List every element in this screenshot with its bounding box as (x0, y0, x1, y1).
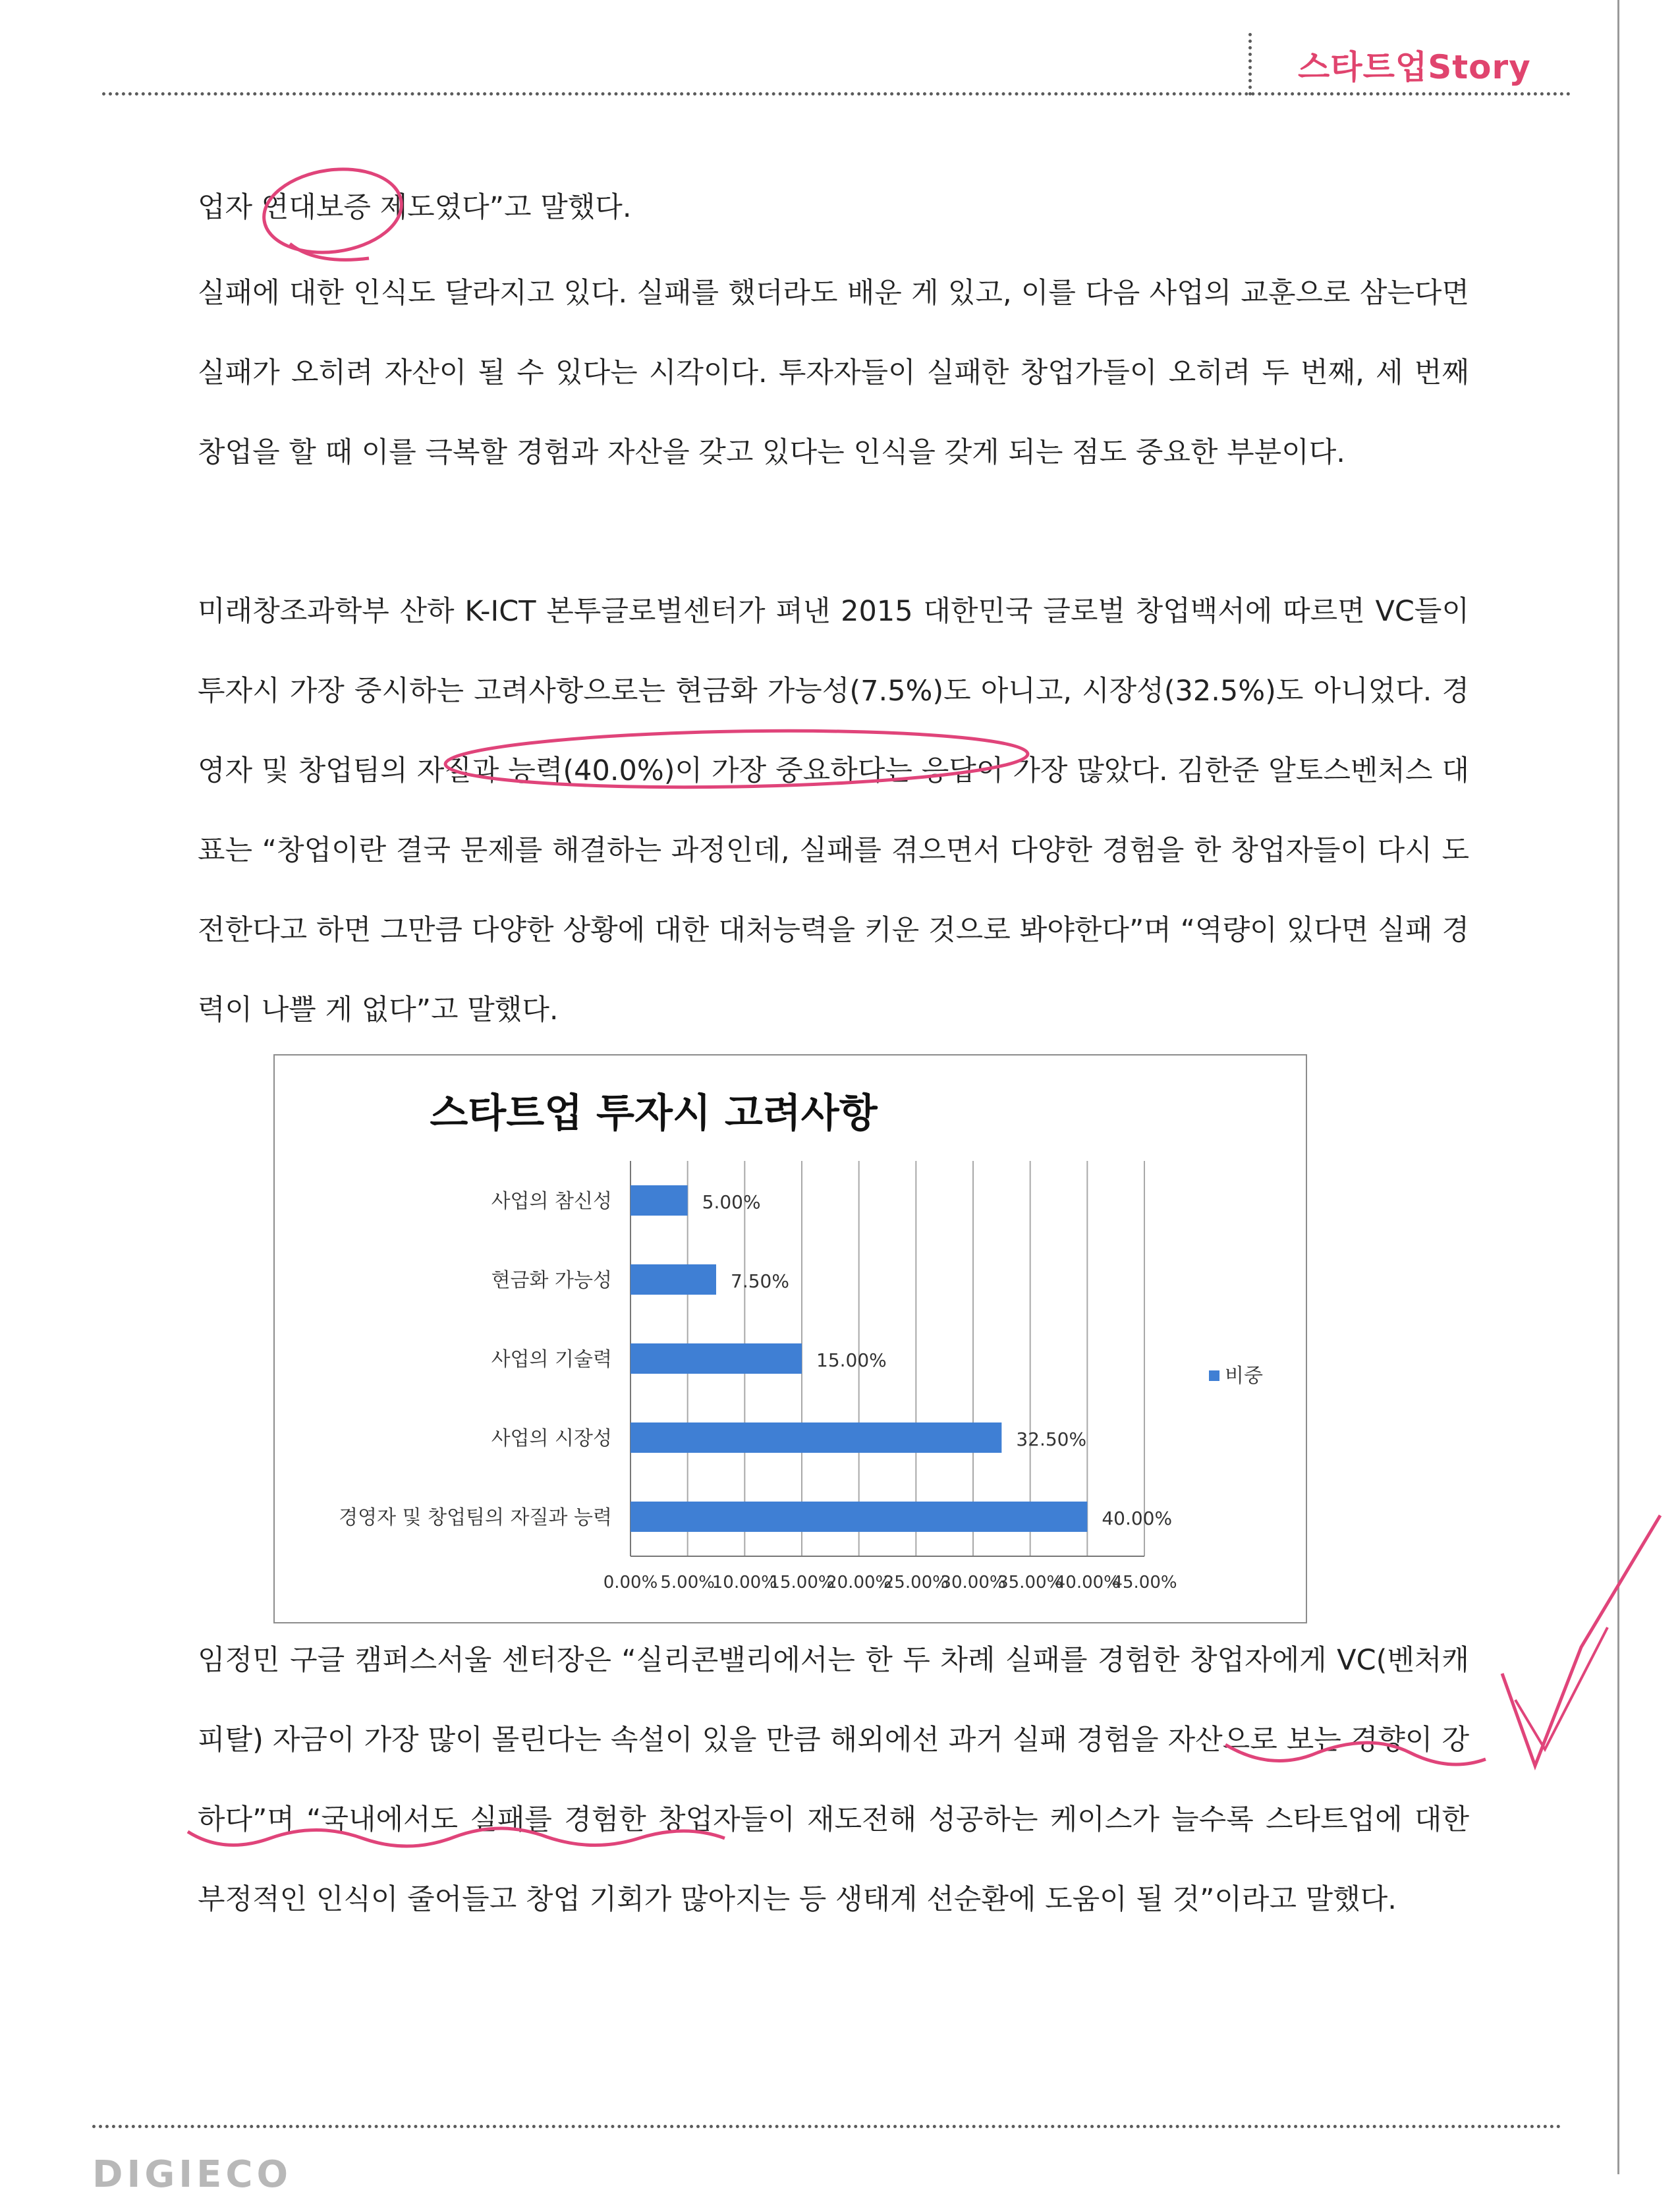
tick-label: 45.00% (1111, 1573, 1177, 1592)
bar (630, 1502, 1087, 1532)
paragraph-1 (198, 168, 1469, 248)
category-label: 현금화 가능성 (491, 1269, 612, 1292)
tick-label: 35.00% (997, 1573, 1063, 1592)
paragraph-3 (198, 572, 1469, 1050)
section-title: 스타트업Story (1298, 48, 1531, 86)
bar (630, 1185, 688, 1216)
data-label: 15.00% (816, 1349, 887, 1371)
category-label: 사업의 기술력 (491, 1348, 612, 1371)
paragraph-1-text: 업자 연대보증 제도였다”고 말했다. (198, 191, 632, 224)
tick-label: 25.00% (883, 1573, 949, 1592)
data-label: 7.50% (731, 1270, 789, 1292)
paragraph-4 (198, 1621, 1469, 1940)
tick-label: 20.00% (826, 1573, 892, 1592)
chart-title: 스타트업 투자시 고려사항 (430, 1090, 878, 1137)
bar (630, 1422, 1001, 1453)
bar (630, 1343, 802, 1374)
checkmark-icon (1502, 1515, 1660, 1766)
category-label: 사업의 시장성 (491, 1427, 612, 1450)
data-label: 32.50% (1016, 1428, 1087, 1450)
footer-logo: DIGIECO (92, 2153, 293, 2196)
legend-label: 비중 (1225, 1365, 1263, 1388)
header-divider (1248, 33, 1252, 96)
legend-swatch (1209, 1370, 1219, 1381)
tick-label: 30.00% (940, 1573, 1006, 1592)
chart-plot (275, 1056, 1306, 1622)
tick-label: 10.00% (712, 1573, 777, 1592)
data-label: 5.00% (702, 1191, 761, 1213)
paragraph-2-text: 실패에 대한 인식도 달라지고 있다. 실패를 했더라도 배운 게 있고, 이를 다음 사업의 교훈으로 삼는다면 실패가 오히려 자산이 될 수 있다는 시각이다. 투자자들이 실패한 창업가들이 오히려 두 번째, 세 번째 창업을 할 때 이를 극복할 경험과 자산을 갖고 있다는 인식을 갖게 되는 점도 중요한 부분이다. (198, 277, 1469, 469)
tick-label: 15.00% (769, 1573, 835, 1592)
tick-label: 0.00% (603, 1573, 658, 1592)
checkmark-icon (1515, 1627, 1608, 1749)
paragraph-2 (198, 254, 1469, 493)
paragraph-4-text: 임정민 구글 캠퍼스서울 센터장은 “실리콘밸리에서는 한 두 차례 실패를 경험한 창업자에게 VC(벤처캐피탈) 자금이 가장 많이 몰린다는 속설이 있을 만큼 해외에선 과거 실패 경험을 자산으로 보는 경향이 강하다”며 “국내에서도 실패를 경험한 창업자들이 재도전해 성공하는 케이스가 늘수록 스타트업에 대한 부정적인 인식이 줄어들고 창업 기회가 많아지는 등 생태계 선순환에 도움이 될 것”이라고 말했다. (198, 1644, 1469, 1916)
page-edge (1617, 0, 1619, 2174)
paragraph-3-text: 미래창조과학부 산하 K-ICT 본투글로벌센터가 펴낸 2015 대한민국 글로벌 창업백서에 따르면 VC들이 투자시 가장 중시하는 고려사항으로는 현금화 가능성(7.5%)도 아니고, 시장성(32.5%)도 아니었다. 경영자 및 창업팀의 자질과 능력(40.0%)이 가장 중요하다는 응답이 가장 많았다. 김한준 알토스벤처스 대표는 “창업이란 결국 문제를 해결하는 과정인데, 실패를 겪으면서 다양한 경험을 한 창업자들이 다시 도전한다고 하면 그만큼 다양한 상황에 대한 대처능력을 키운 것으로 봐야한다”며 “역량이 있다면 실패 경력이 나쁠 게 없다”고 말했다. (198, 595, 1469, 1027)
header-rule (102, 92, 1571, 96)
tick-label: 5.00% (660, 1573, 715, 1592)
category-label: 사업의 참신성 (491, 1190, 612, 1213)
footer-rule (92, 2125, 1561, 2128)
bar-chart (273, 1054, 1307, 1623)
tick-label: 40.00% (1054, 1573, 1120, 1592)
bar (630, 1264, 716, 1295)
category-label: 경영자 및 창업팀의 자질과 능력 (339, 1506, 612, 1529)
data-label: 40.00% (1102, 1507, 1173, 1529)
